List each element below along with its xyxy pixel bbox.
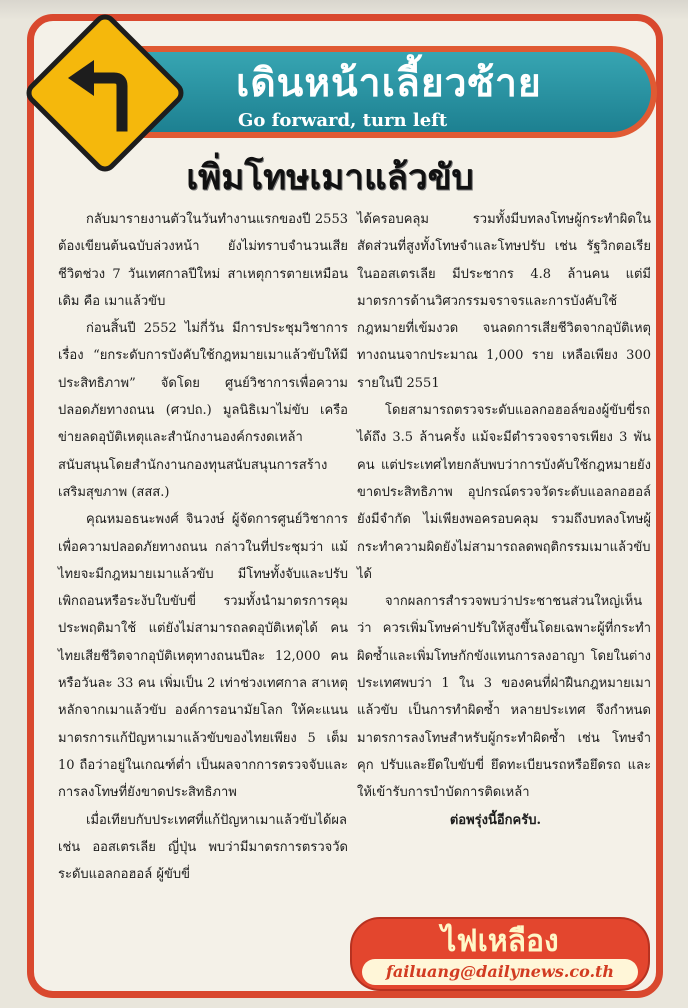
column-title: เดินหน้าเลี้ยวซ้าย (236, 61, 542, 106)
article-column-left (58, 206, 348, 888)
turn-left-arrow-icon (60, 52, 150, 132)
byline-email: failuang@dailynews.co.th (362, 959, 638, 985)
paragraph: จากผลการสำรวจพบว่าประชาชนส่วนใหญ่เห็นว่า ควรเพิ่มโทษค่าปรับให้สูงขึ้นโดยเฉพาะผู้ที่กระทำผิดซ้ำและเพิ่มโทษกักขังแทนการลงอาญา โดยในต่างประเทศพบว่า 1 ใน 3 ของคนที่ฝ่าฝืนกฎหมายเมาแล้วขับ เป็นการทำผิดซ้ำ หลายประเทศ จึงกำหนดมาตรการลงโทษสำหรับผู้กระทำผิดซ้ำ เช่น โทษจำคุก ปรับและยึดใบขับขี่ ยึดทะเบียนรถหรือยึดรถ และให้เข้ารับการบำบัดการติดเหล้า (357, 594, 651, 801)
paragraph: ก่อนสิ้นปี 2552 ไม่กี่วัน มีการประชุมวิชาการเรื่อง “ยกระดับการบังคับใช้กฎหมายเมาแล้วขับให้มีประสิทธิภาพ” จัดโดย ศูนย์วิชาการเพื่อความปลอดภัยทางถนน (ศวปถ.) มูลนิธิเมาไม่ขับ เครือข่ายลดอุบัติเหตุและสำนักงานองค์กรงดเหล้า สนับสนุนโดยสำนักงานกองทุนสนับสนุนการสร้างเสริมสุขภาพ (สสส.) (58, 321, 348, 500)
paragraph: เมื่อเทียบกับประเทศที่แก้ปัญหาเมาแล้วขับได้ผล เช่น ออสเตรเลีย ญี่ปุ่น พบว่ามีมาตรการตรวจวัดระดับแอลกอฮอล์ ผู้ขับขี่ (58, 812, 348, 883)
signoff: ต่อพรุ่งนี้อีกครับ. (449, 812, 541, 828)
column-subtitle: Go forward, turn left (238, 110, 448, 131)
paragraph: กลับมารายงานตัวในวันทำงานแรกของปี 2553 ต้องเขียนต้นฉบับล่วงหน้า ยังไม่ทราบจำนวนเสียชีวิตช่วง 7 วันเทศกาลปีใหม่ สาเหตุการตายเหมือนเดิม คือ เมาแล้วขับ (58, 212, 348, 309)
paragraph: โดยสามารถตรวจระดับแอลกอฮอล์ของผู้ขับขี่รถได้ถึง 3.5 ล้านครั้ง แม้จะมีตำรวจจราจรเพียง 3 พันคน แต่ประเทศไทยกลับพบว่าการบังคับใช้กฎหมายยังขาดประสิทธิภาพ อุปกรณ์ตรวจวัดระดับแอลกอฮอล์ยังมีจำกัด ไม่เพียงพอครอบคลุม รวมถึงบทลงโทษผู้กระทำความผิดยังไม่สามารถลดพฤติกรรมเมาแล้วขับได้ (357, 403, 651, 582)
article-headline: เพิ่มโทษเมาแล้วขับ (186, 158, 474, 198)
paragraph: คุณหมอธนะพงศ์ จินวงษ์ ผู้จัดการศูนย์วิชาการเพื่อความปลอดภัยทางถนน กล่าวในที่ประชุมว่า แม้ไทยจะมีกฎหมายเมาแล้วขับ มีโทษทั้งจับและปรับ เพิกถอนหรือระงับใบขับขี่ รวมทั้งนำมาตรการคุมประพฤติมาใช้ แต่ยังไม่สามารถลดอุบัติเหตุได้ คนไทยเสียชีวิตจากอุบัติเหตุทางถนนปีละ 12,000 คน หรือวันละ 33 คน เพิ่มเป็น 2 เท่าช่วงเทศกาล สาเหตุหลักจากเมาแล้วขับ องค์การอนามัยโลก ให้คะแนนมาตรการแก้ปัญหาเมาแล้วขับของไทยเพียง 5 เต็ม 10 ถือว่าอยู่ในเกณฑ์ต่ำ เป็นผลจากการตรวจจับและการลงโทษที่ยังขาดประสิทธิภาพ (58, 512, 348, 801)
article-column-right (357, 206, 651, 834)
byline-name: ไฟเหลือง (441, 924, 559, 959)
paragraph: ได้ครอบคลุม รวมทั้งมีบทลงโทษผู้กระทำผิดในสัดส่วนที่สูงทั้งโทษจำและโทษปรับ เช่น รัฐวิกตอเรีย ในออสเตรเลีย มีประชากร 4.8 ล้านคน แต่มีมาตรการด้านวิศวกรรมจราจรและการบังคับใช้กฎหมายที่เข้มงวด จนลดการเสียชีวิตจากอุบัติเหตุทางถนนจากประมาณ 1,000 ราย เหลือเพียง 300 รายในปี 2551 (357, 212, 651, 391)
